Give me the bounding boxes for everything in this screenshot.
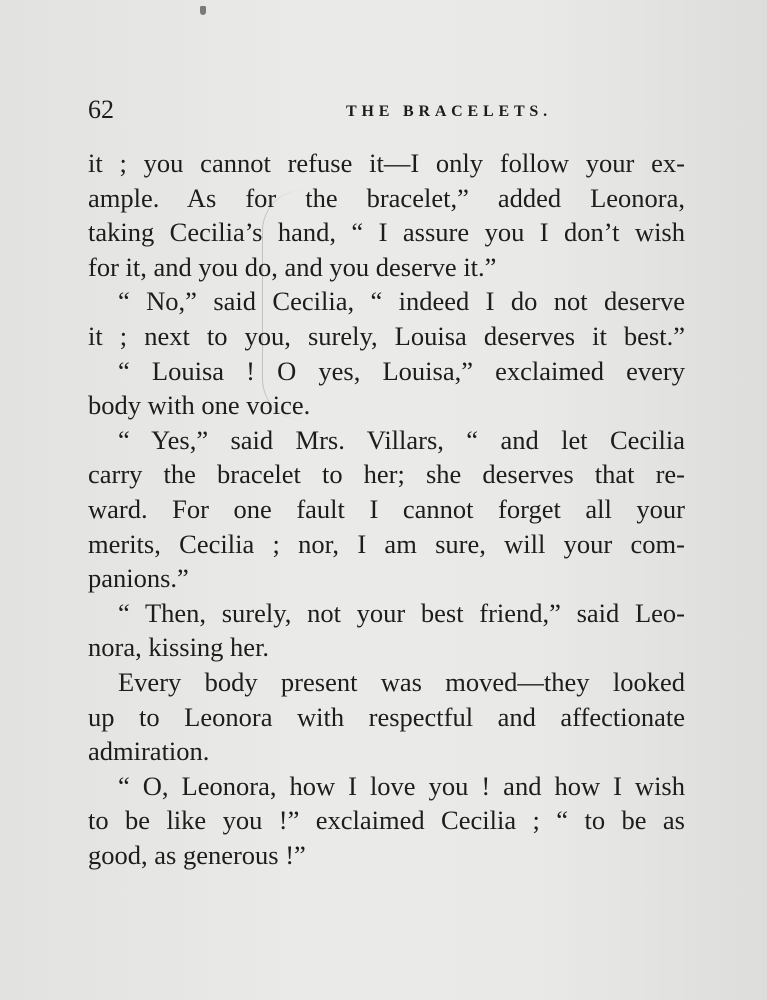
text-line: ward. For one fault I cannot forget all your (88, 493, 685, 524)
text-line: good, as generous !” (88, 839, 306, 870)
text-line: it ; you cannot refuse it—I only follow your ex- (88, 148, 685, 178)
text-line: Every body present was moved—they looked (118, 666, 685, 697)
text-line: carry the bracelet to her; she deserves that re- (88, 459, 685, 490)
page-number: 62 (88, 95, 114, 124)
ink-speck (200, 6, 206, 15)
text-line: it ; next to you, surely, Louisa deserves it best.” (88, 320, 685, 351)
text-line: up to Leonora with respectful and affectionate (88, 701, 685, 732)
text-line: “ No,” said Cecilia, “ indeed I do not deserve (118, 286, 685, 317)
text-line: “ Louisa ! O yes, Louisa,” exclaimed every (118, 355, 685, 386)
text-line: panions.” (88, 563, 189, 594)
text-line: to be like you !” exclaimed Cecilia ; “ to be as (88, 805, 685, 836)
text-line: taking Cecilia’s hand, “ I assure you I don’t wish (88, 217, 685, 248)
text-line: “ Yes,” said Mrs. Villars, “ and let Cecilia (118, 424, 685, 455)
text-line: admiration. (88, 736, 210, 767)
text-line: merits, Cecilia ; nor, I am sure, will your com- (88, 528, 685, 559)
running-title: THE BRACELETS. (346, 103, 552, 120)
body-text (88, 146, 685, 872)
text-line: ample. As for the bracelet,” added Leonora, (88, 182, 685, 213)
text-line: body with one voice. (88, 390, 311, 421)
text-line: nora, kissing her. (88, 632, 270, 663)
page-header (88, 93, 688, 127)
text-line: for it, and you do, and you deserve it.” (88, 251, 497, 282)
text-line: “ O, Leonora, how I love you ! and how I wish (118, 770, 685, 801)
text-line: “ Then, surely, not your best friend,” said Leo- (118, 597, 685, 628)
